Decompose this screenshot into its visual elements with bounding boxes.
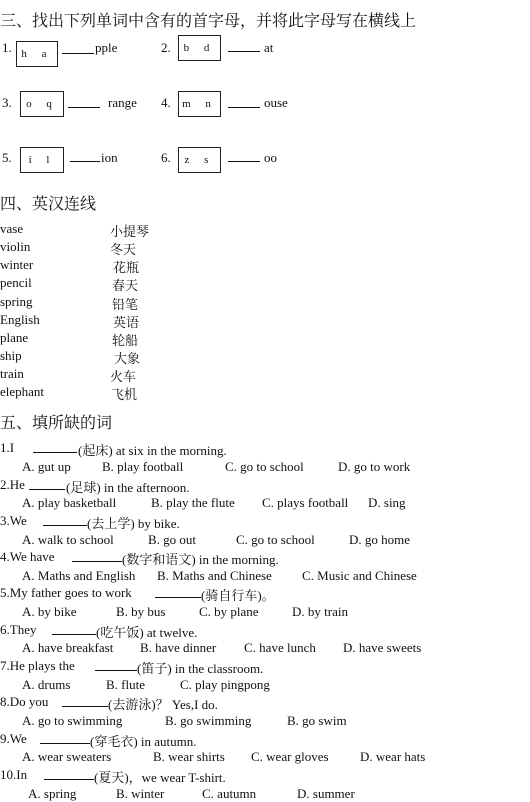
option[interactable]: C. plays football	[262, 495, 349, 510]
item-number: 1.	[2, 40, 12, 55]
answer-blank[interactable]	[52, 634, 96, 635]
option[interactable]: D. go home	[349, 532, 411, 547]
option[interactable]: B. wear shirts	[153, 749, 225, 764]
english-word[interactable]: plane	[0, 330, 29, 345]
word-suffix: ouse	[264, 95, 288, 110]
option[interactable]: B. go out	[148, 532, 197, 547]
question-stem: 8.Do you	[0, 694, 49, 709]
section-4-title: 四、英汉连线	[0, 194, 97, 213]
answer-blank[interactable]	[44, 779, 94, 780]
answer-blank[interactable]	[228, 161, 260, 162]
question-stem: 9.We	[0, 731, 27, 746]
option[interactable]: A. spring	[28, 786, 77, 801]
answer-blank[interactable]	[228, 107, 260, 108]
english-word[interactable]: vase	[0, 221, 24, 236]
option[interactable]: C. have lunch	[244, 640, 316, 655]
item-number: 4.	[161, 95, 171, 110]
question-hint: (数字和语文) in the morning.	[122, 552, 279, 567]
english-word[interactable]: elephant	[0, 384, 45, 399]
chinese-word[interactable]: 火车	[110, 369, 137, 384]
option[interactable]: C. go to school	[236, 532, 315, 547]
answer-blank[interactable]	[62, 53, 94, 54]
chinese-word[interactable]: 轮船	[112, 333, 139, 348]
question-stem: 5.My father goes to work	[0, 585, 132, 600]
english-word[interactable]: ship	[0, 348, 22, 363]
question-stem: 4.We have	[0, 549, 55, 564]
letter-box: i l	[20, 147, 64, 173]
question-stem: 7.He plays the	[0, 658, 75, 673]
answer-blank[interactable]	[68, 107, 100, 108]
option[interactable]: B. flute	[106, 677, 145, 692]
word-suffix: oo	[264, 150, 277, 165]
option[interactable]: B. have dinner	[140, 640, 217, 655]
option[interactable]: B. go swimming	[165, 713, 252, 728]
option[interactable]: A. Maths and English	[22, 568, 136, 583]
answer-blank[interactable]	[95, 670, 137, 671]
letter-box: b d	[178, 35, 221, 61]
question-hint: (穿毛衣) in autumn.	[90, 734, 197, 749]
question-stem: 3.We	[0, 513, 27, 528]
section-3-title: 三、找出下列单词中含有的首字母，并将此字母写在横线上	[0, 11, 417, 30]
answer-blank[interactable]	[155, 597, 201, 598]
option[interactable]: B. by bus	[116, 604, 166, 619]
option[interactable]: D. sing	[368, 495, 406, 510]
option[interactable]: B. play the flute	[151, 495, 235, 510]
question-stem: 6.They	[0, 622, 37, 637]
section-5-title: 五、填所缺的词	[0, 413, 113, 432]
word-suffix: at	[264, 40, 274, 55]
answer-blank[interactable]	[29, 489, 65, 490]
answer-blank[interactable]	[228, 51, 260, 52]
chinese-word[interactable]: 铅笔	[112, 297, 139, 312]
question-hint: (笛子) in the classroom.	[137, 661, 264, 676]
option[interactable]: A. have breakfast	[22, 640, 114, 655]
answer-blank[interactable]	[40, 743, 90, 744]
question-hint: (骑自行车)。	[201, 588, 275, 603]
option[interactable]: C. go to school	[225, 459, 304, 474]
answer-blank[interactable]	[62, 706, 108, 707]
option[interactable]: A. go to swimming	[22, 713, 123, 728]
option[interactable]: A. walk to school	[22, 532, 114, 547]
item-number: 5.	[2, 150, 12, 165]
question-hint: (足球) in the afternoon.	[66, 480, 190, 495]
option[interactable]: D. have sweets	[343, 640, 422, 655]
option[interactable]: A. by bike	[22, 604, 77, 619]
letter-box: o q	[20, 91, 64, 117]
option[interactable]: B. Maths and Chinese	[157, 568, 272, 583]
question-stem: 10.In	[0, 767, 28, 782]
english-word[interactable]: winter	[0, 257, 34, 272]
chinese-word[interactable]: 飞机	[111, 387, 138, 402]
chinese-word[interactable]: 冬天	[110, 242, 137, 257]
option[interactable]: B. play football	[102, 459, 184, 474]
word-suffix: range	[108, 95, 137, 110]
chinese-word[interactable]: 小提琴	[110, 224, 150, 239]
chinese-word[interactable]: 花瓶	[113, 260, 140, 275]
question-stem: 2.He	[0, 477, 25, 492]
option[interactable]: D. go to work	[338, 459, 411, 474]
option[interactable]: B. winter	[116, 786, 165, 801]
option[interactable]: A. drums	[22, 677, 71, 692]
english-word[interactable]: English	[0, 312, 40, 327]
option[interactable]: A. wear sweaters	[22, 749, 112, 764]
english-word[interactable]: train	[0, 366, 24, 381]
question-stem: 1.I	[0, 440, 15, 455]
answer-blank[interactable]	[72, 561, 122, 562]
answer-blank[interactable]	[43, 525, 87, 526]
answer-blank[interactable]	[33, 452, 77, 453]
question-hint: (去游泳)？ Yes,I do.	[108, 697, 218, 712]
option[interactable]: B. go swim	[287, 713, 347, 728]
question-hint: (去上学) by bike.	[87, 516, 180, 531]
question-hint: (吃午饭) at twelve.	[96, 625, 198, 640]
question-hint: (夏天)，we wear T-shirt.	[94, 770, 226, 785]
answer-blank[interactable]	[70, 161, 100, 162]
english-word[interactable]: spring	[0, 294, 33, 309]
english-word[interactable]: violin	[0, 239, 31, 254]
option[interactable]: C. autumn	[202, 786, 257, 801]
item-number: 3.	[2, 95, 12, 110]
option[interactable]: C. Music and Chinese	[302, 568, 417, 583]
chinese-word[interactable]: 春天	[112, 278, 139, 293]
option[interactable]: D. wear hats	[360, 749, 426, 764]
item-number: 2.	[161, 40, 171, 55]
option[interactable]: C. play pingpong	[180, 677, 270, 692]
word-suffix: pple	[95, 40, 118, 55]
chinese-word[interactable]: 英语	[113, 315, 140, 330]
option[interactable]: C. wear gloves	[251, 749, 329, 764]
option[interactable]: D. by train	[292, 604, 348, 619]
chinese-word[interactable]: 大象	[114, 351, 141, 366]
english-word[interactable]: pencil	[0, 275, 32, 290]
item-number: 6.	[161, 150, 171, 165]
option[interactable]: A. play basketball	[22, 495, 117, 510]
option[interactable]: A. gut up	[22, 459, 71, 474]
question-hint: (起床) at six in the morning.	[78, 443, 227, 458]
letter-box: z s	[178, 147, 221, 173]
letter-box: m n	[178, 91, 221, 117]
option[interactable]: C. by plane	[199, 604, 259, 619]
option[interactable]: D. summer	[297, 786, 355, 801]
letter-box: h a	[16, 41, 58, 67]
word-suffix: ion	[101, 150, 118, 165]
